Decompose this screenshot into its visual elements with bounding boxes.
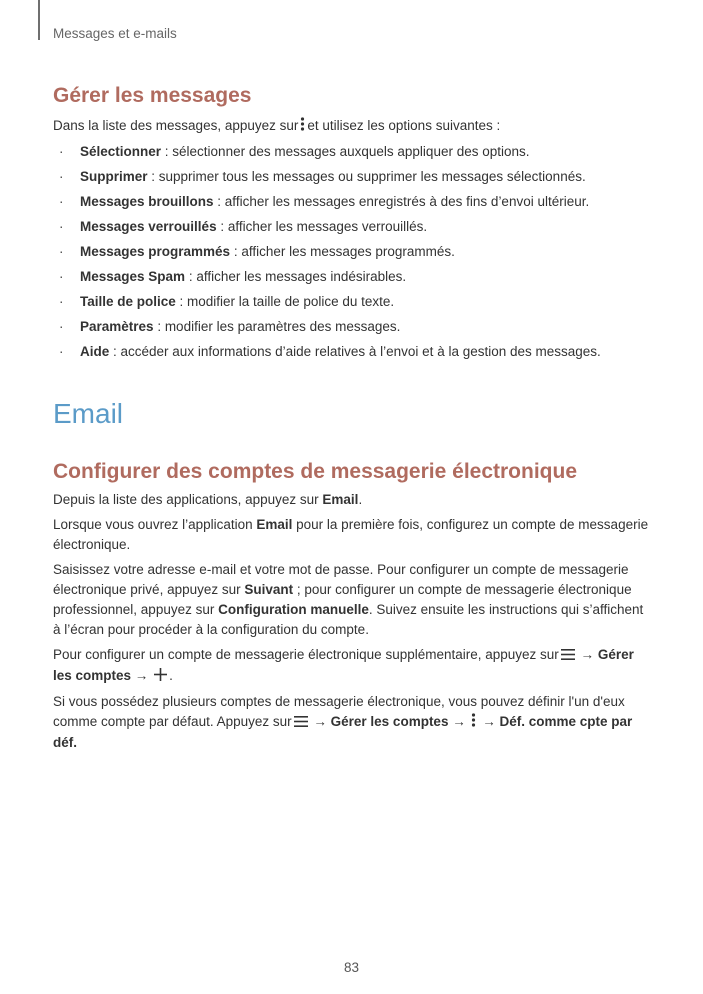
text: pour la première fois, configurez un compte de messagerie électronique. — [53, 517, 649, 552]
configure-accounts-heading: Configurer des comptes de messagerie électronique — [53, 460, 577, 483]
more-options-icon — [471, 713, 476, 733]
option-name: Aide — [80, 344, 110, 359]
text: Saisissez votre adresse e-mail et votre mot de passe. Pour configurer un compte de messagerie électronique privé, appuyez sur — [53, 562, 629, 597]
option-desc: : afficher les messages enregistrés à des fins d’envoi ultérieur. — [213, 194, 590, 209]
manage-intro-before: Dans la liste des messages, appuyez sur — [53, 118, 299, 133]
text: Pour configurer un compte de messagerie électronique supplémentaire, appuyez sur — [53, 647, 559, 662]
manage-messages-heading: Gérer les messages — [53, 84, 252, 107]
list-item: · Taille de police : modifier la taille de police du texte. — [59, 294, 395, 309]
list-item: · Sélectionner : sélectionner des messages auxquels appliquer des options. — [59, 144, 530, 159]
manage-intro — [53, 116, 653, 137]
list-item: · Supprimer : supprimer tous les messages ou supprimer les messages sélectionnés. — [59, 169, 586, 184]
list-item: · Messages Spam : afficher les messages indésirables. — [59, 269, 407, 284]
paragraph-credentials — [53, 560, 653, 640]
option-desc: : afficher les messages verrouillés. — [216, 219, 428, 234]
option-name: Messages brouillons — [80, 194, 214, 209]
option-desc: : afficher les messages programmés. — [230, 244, 455, 259]
arrow: → — [576, 647, 598, 662]
list-item: · Messages verrouillés : afficher les messages verrouillés. — [59, 219, 428, 234]
paragraph-default-account — [53, 692, 653, 753]
text: . — [358, 492, 363, 507]
menu-icon — [294, 713, 308, 733]
options-list — [53, 142, 653, 362]
option-name: Messages verrouillés — [80, 219, 217, 234]
add-icon — [154, 667, 167, 687]
text: ; pour configurer un compte de messagerie électronique professionnel, appuyez sur — [53, 582, 632, 617]
option-desc: : modifier les paramètres des messages. — [153, 319, 401, 334]
list-item: · Paramètres : modifier les paramètres des messages. — [59, 319, 401, 334]
header-rule — [38, 0, 40, 40]
arrow: → — [478, 714, 500, 729]
option-name: Supprimer — [80, 169, 148, 184]
option-desc: : sélectionner des messages auxquels appliquer des options. — [161, 144, 530, 159]
text: . Suivez ensuite les instructions qui s’affichent à l’écran pour procéder à la configuration du compte. — [53, 602, 644, 637]
text: Si vous possédez plusieurs comptes de messagerie électronique, vous pouvez définir l'un d'eux comme compte par défaut. Appuyez sur — [53, 694, 625, 729]
option-desc: : supprimer tous les messages ou supprimer les messages sélectionnés. — [147, 169, 586, 184]
paragraph-open-email — [53, 490, 653, 510]
arrow: → — [309, 714, 331, 729]
option-name: Sélectionner — [80, 144, 162, 159]
more-options-icon — [300, 117, 305, 137]
option-desc: : afficher les messages indésirables. — [185, 269, 407, 284]
email-app-label: Email — [256, 517, 293, 532]
list-item: · Aide : accéder aux informations d’aide relatives à l’envoi et à la gestion des messages. — [59, 344, 601, 359]
text: Depuis la liste des applications, appuyez sur — [53, 492, 323, 507]
option-desc: : accéder aux informations d’aide relatives à l’envoi et à la gestion des messages. — [109, 344, 601, 359]
arrow: → — [448, 714, 470, 729]
page-content — [53, 82, 653, 753]
manage-accounts-label: Gérer les comptes — [53, 647, 634, 683]
arrow: → — [131, 668, 153, 683]
option-name: Messages Spam — [80, 269, 186, 284]
text: Lorsque vous ouvrez l’application — [53, 517, 257, 532]
manage-accounts-label: Gérer les comptes — [330, 714, 449, 729]
email-app-label: Email — [322, 492, 359, 507]
paragraph-add-account — [53, 645, 653, 687]
list-item: · Messages programmés : afficher les messages programmés. — [59, 244, 455, 259]
page-number: 83 — [343, 960, 360, 975]
section-label: Messages et e-mails — [53, 26, 177, 41]
list-item: · Messages brouillons : afficher les messages enregistrés à des fins d’envoi ultérieur. — [59, 194, 590, 209]
next-label: Suivant — [244, 582, 294, 597]
manual-setup-label: Configuration manuelle — [218, 602, 369, 617]
option-name: Paramètres — [80, 319, 154, 334]
menu-icon — [561, 646, 575, 666]
option-name: Messages programmés — [80, 244, 231, 259]
paragraph-first-launch — [53, 515, 653, 555]
set-default-label: Déf. comme cpte par déf. — [53, 714, 633, 750]
email-chapter-title: Email — [53, 398, 124, 429]
option-desc: : modifier la taille de police du texte. — [175, 294, 395, 309]
manage-intro-after: et utilisez les options suivantes : — [307, 118, 501, 133]
text: . — [169, 668, 173, 683]
option-name: Taille de police — [80, 294, 176, 309]
